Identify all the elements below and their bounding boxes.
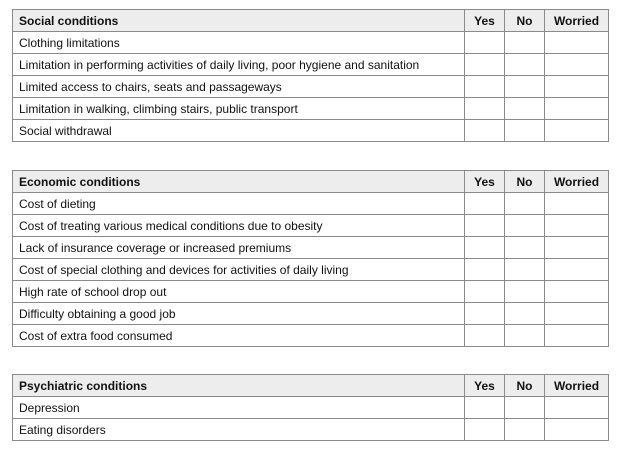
condition-label: Cost of dieting bbox=[13, 193, 465, 215]
no-cell[interactable] bbox=[505, 76, 545, 98]
yes-cell[interactable] bbox=[465, 325, 505, 347]
worried-cell[interactable] bbox=[545, 54, 609, 76]
no-cell[interactable] bbox=[505, 303, 545, 325]
worried-column-header: Worried bbox=[545, 10, 609, 32]
worried-cell[interactable] bbox=[545, 98, 609, 120]
yes-cell[interactable] bbox=[465, 215, 505, 237]
yes-cell[interactable] bbox=[465, 281, 505, 303]
yes-cell[interactable] bbox=[465, 120, 505, 142]
yes-cell[interactable] bbox=[465, 98, 505, 120]
condition-label: High rate of school drop out bbox=[13, 281, 465, 303]
table-header-row bbox=[13, 375, 609, 397]
condition-label: Cost of treating various medical conditions due to obesity bbox=[13, 215, 465, 237]
no-cell[interactable] bbox=[505, 419, 545, 441]
yes-column-header: Yes bbox=[465, 171, 505, 193]
section-title: Psychiatric conditions bbox=[13, 375, 465, 397]
social-conditions-table bbox=[12, 9, 609, 142]
condition-label: Depression bbox=[13, 397, 465, 419]
yes-cell[interactable] bbox=[465, 419, 505, 441]
condition-label: Eating disorders bbox=[13, 419, 465, 441]
table-row bbox=[13, 215, 609, 237]
economic-conditions-table bbox=[12, 170, 609, 347]
worried-cell[interactable] bbox=[545, 281, 609, 303]
table-row bbox=[13, 54, 609, 76]
condition-label: Lack of insurance coverage or increased premiums bbox=[13, 237, 465, 259]
no-cell[interactable] bbox=[505, 215, 545, 237]
no-cell[interactable] bbox=[505, 397, 545, 419]
condition-label: Cost of special clothing and devices for activities of daily living bbox=[13, 259, 465, 281]
worried-cell[interactable] bbox=[545, 120, 609, 142]
no-cell[interactable] bbox=[505, 54, 545, 76]
condition-label: Limitation in walking, climbing stairs, public transport bbox=[13, 98, 465, 120]
no-cell[interactable] bbox=[505, 193, 545, 215]
worried-cell[interactable] bbox=[545, 237, 609, 259]
no-cell[interactable] bbox=[505, 120, 545, 142]
yes-cell[interactable] bbox=[465, 54, 505, 76]
no-cell[interactable] bbox=[505, 325, 545, 347]
worried-cell[interactable] bbox=[545, 303, 609, 325]
condition-label: Limited access to chairs, seats and passageways bbox=[13, 76, 465, 98]
table-row bbox=[13, 32, 609, 54]
psychiatric-conditions-table bbox=[12, 374, 609, 441]
worried-cell[interactable] bbox=[545, 215, 609, 237]
condition-label: Social withdrawal bbox=[13, 120, 465, 142]
no-cell[interactable] bbox=[505, 237, 545, 259]
worried-cell[interactable] bbox=[545, 325, 609, 347]
yes-cell[interactable] bbox=[465, 76, 505, 98]
table-row bbox=[13, 397, 609, 419]
condition-label: Cost of extra food consumed bbox=[13, 325, 465, 347]
section-title: Social conditions bbox=[13, 10, 465, 32]
table-row bbox=[13, 259, 609, 281]
table-row bbox=[13, 237, 609, 259]
worried-cell[interactable] bbox=[545, 193, 609, 215]
worried-cell[interactable] bbox=[545, 419, 609, 441]
worried-column-header: Worried bbox=[545, 375, 609, 397]
condition-label: Difficulty obtaining a good job bbox=[13, 303, 465, 325]
no-column-header: No bbox=[505, 375, 545, 397]
worried-column-header: Worried bbox=[545, 171, 609, 193]
table-row bbox=[13, 76, 609, 98]
section-title: Economic conditions bbox=[13, 171, 465, 193]
table-row bbox=[13, 193, 609, 215]
table-row bbox=[13, 98, 609, 120]
table-row bbox=[13, 325, 609, 347]
yes-cell[interactable] bbox=[465, 397, 505, 419]
no-cell[interactable] bbox=[505, 32, 545, 54]
no-cell[interactable] bbox=[505, 98, 545, 120]
yes-cell[interactable] bbox=[465, 237, 505, 259]
table-row bbox=[13, 120, 609, 142]
no-cell[interactable] bbox=[505, 281, 545, 303]
table-header-row bbox=[13, 10, 609, 32]
yes-cell[interactable] bbox=[465, 32, 505, 54]
worried-cell[interactable] bbox=[545, 259, 609, 281]
table-header-row bbox=[13, 171, 609, 193]
condition-label: Clothing limitations bbox=[13, 32, 465, 54]
no-column-header: No bbox=[505, 10, 545, 32]
yes-cell[interactable] bbox=[465, 193, 505, 215]
yes-cell[interactable] bbox=[465, 259, 505, 281]
table-row bbox=[13, 281, 609, 303]
worried-cell[interactable] bbox=[545, 397, 609, 419]
no-cell[interactable] bbox=[505, 259, 545, 281]
no-column-header: No bbox=[505, 171, 545, 193]
condition-label: Limitation in performing activities of daily living, poor hygiene and sanitation bbox=[13, 54, 465, 76]
yes-column-header: Yes bbox=[465, 10, 505, 32]
yes-cell[interactable] bbox=[465, 303, 505, 325]
yes-column-header: Yes bbox=[465, 375, 505, 397]
worried-cell[interactable] bbox=[545, 76, 609, 98]
table-row bbox=[13, 303, 609, 325]
table-row bbox=[13, 419, 609, 441]
worried-cell[interactable] bbox=[545, 32, 609, 54]
